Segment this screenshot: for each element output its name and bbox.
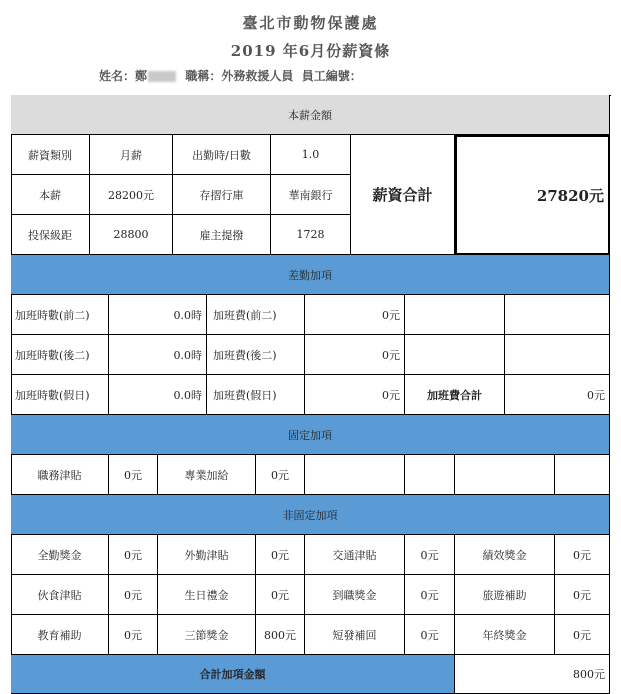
birthday-gift-value: 0元 [256,575,305,615]
employer-contribution-label: 雇主提撥 [173,215,271,255]
ot-pay-value-2: 0元 [305,335,405,375]
employer-contribution-value: 1728 [271,215,351,255]
base-pay-label: 本薪 [11,175,90,215]
pay-type-value: 月薪 [90,135,173,175]
salary-total-label: 薪資合計 [351,135,455,255]
ot-pay-label-3: 加班費(假日) [207,375,305,415]
duty-allowance-value: 0元 [109,455,158,495]
shortfall-refund-label: 短發補回 [305,615,405,655]
empty-cell [405,455,455,495]
empty-cell [305,455,405,495]
total-additions-value: 800元 [455,655,610,694]
travel-subsidy-label: 旅遊補助 [455,575,555,615]
job-label: 職稱： [185,69,222,83]
agency-title: 臺北市動物保護處 [242,14,379,32]
job-value: 外務救援人員 [221,69,294,83]
section-attendance: 差勤加項 [11,255,610,295]
transport-allowance-value: 0元 [405,535,455,575]
redacted-name-mask [148,71,176,82]
birthday-gift-label: 生日禮金 [158,575,256,615]
festival-bonus-value: 800元 [256,615,305,655]
performance-bonus-label: 績效獎金 [455,535,555,575]
full-attendance-bonus-label: 全勤獎金 [11,535,109,575]
empty-cell [455,455,555,495]
ot-hours-value-3: 0.0時 [109,375,207,415]
full-attendance-bonus-value: 0元 [109,535,158,575]
bank-label: 存摺行庫 [173,175,271,215]
professional-pay-value: 0元 [256,455,305,495]
performance-bonus-value: 0元 [555,535,610,575]
base-pay-value: 28200元 [90,175,173,215]
section-base-salary: 本薪金額 [11,95,610,135]
pay-type-label: 薪資類別 [11,135,90,175]
travel-subsidy-value: 0元 [555,575,610,615]
field-allowance-label: 外勤津貼 [158,535,256,575]
ot-total-label: 加班費合計 [405,375,505,415]
meal-allowance-value: 0元 [109,575,158,615]
ot-pay-value-1: 0元 [305,295,405,335]
employee-info [99,67,362,84]
shortfall-refund-value: 0元 [405,615,455,655]
education-subsidy-label: 教育補助 [11,615,109,655]
employee-id-label: 員工編號： [301,69,362,83]
empty-cell [405,295,505,335]
transport-allowance-label: 交通津貼 [305,535,405,575]
year-end-bonus-value: 0元 [555,615,610,655]
ot-pay-label-1: 加班費(前二) [207,295,305,335]
ot-hours-value-2: 0.0時 [109,335,207,375]
onboarding-bonus-label: 到職獎金 [305,575,405,615]
ot-hours-label-1: 加班時數(前二) [11,295,109,335]
year-end-bonus-label: 年終獎金 [455,615,555,655]
bank-value: 華南銀行 [271,175,351,215]
meal-allowance-label: 伙食津貼 [11,575,109,615]
ot-hours-label-2: 加班時數(後二) [11,335,109,375]
attendance-value: 1.0 [271,135,351,175]
insured-value: 28800 [90,215,173,255]
festival-bonus-label: 三節獎金 [158,615,256,655]
ot-pay-value-3: 0元 [305,375,405,415]
total-additions-label: 合計加項金額 [11,655,455,694]
empty-cell [555,455,610,495]
insured-label: 投保級距 [11,215,90,255]
ot-total-value: 0元 [505,375,610,415]
education-subsidy-value: 0元 [109,615,158,655]
ot-hours-value-1: 0.0時 [109,295,207,335]
ot-pay-label-2: 加班費(後二) [207,335,305,375]
name-value: 鄭 [135,69,148,83]
salary-total-value: 27820元 [455,135,610,255]
empty-cell [505,335,610,375]
section-fixed-additions: 固定加項 [11,415,610,455]
ot-hours-label-3: 加班時數(假日) [11,375,109,415]
attendance-label: 出勤時/日數 [173,135,271,175]
professional-pay-label: 專業加給 [158,455,256,495]
name-label: 姓名： [99,69,136,83]
payslip-subtitle: 2019 年6月份薪資條 [230,42,391,60]
empty-cell [505,295,610,335]
section-nonfixed-additions: 非固定加項 [11,495,610,535]
onboarding-bonus-value: 0元 [405,575,455,615]
field-allowance-value: 0元 [256,535,305,575]
duty-allowance-label: 職務津貼 [11,455,109,495]
empty-cell [405,335,505,375]
